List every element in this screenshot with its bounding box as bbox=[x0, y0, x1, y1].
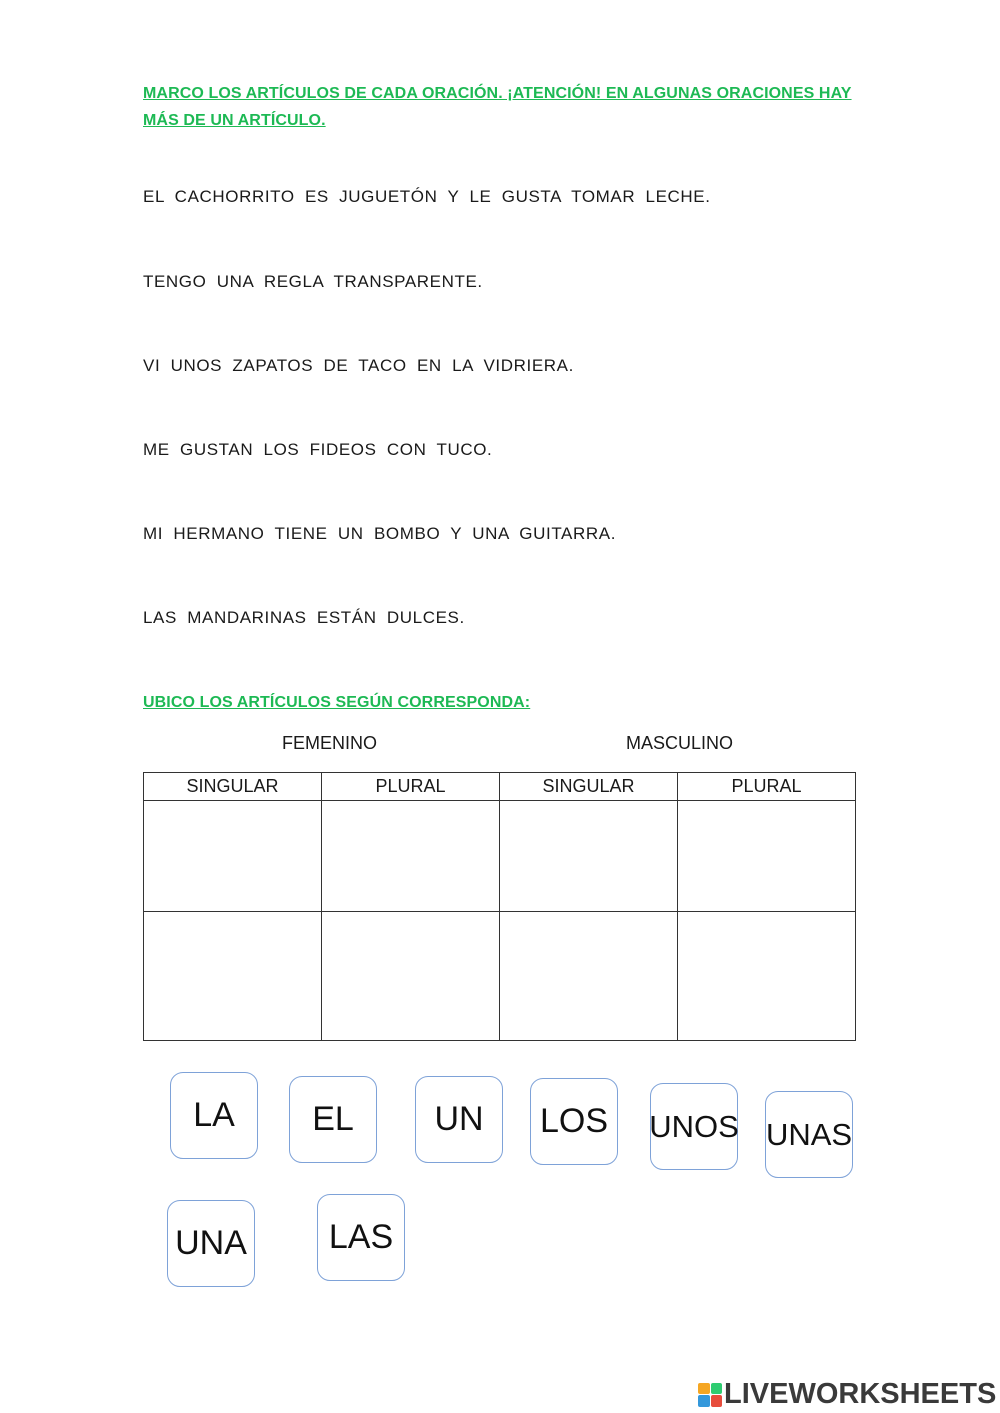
drop-cell-femenino-singular-2[interactable] bbox=[144, 912, 322, 1041]
word-card-unas[interactable]: UNAS bbox=[765, 1091, 853, 1178]
drop-cell-masculino-plural-2[interactable] bbox=[678, 912, 856, 1041]
classification-table bbox=[143, 772, 856, 1041]
drop-cell-femenino-plural-1[interactable] bbox=[322, 801, 500, 912]
word-card-las[interactable]: LAS bbox=[317, 1194, 405, 1281]
instruction-mark-articles: MARCO LOS ARTÍCULOS DE CADA ORACIÓN. ¡ATENCIÓN! EN ALGUNAS ORACIONES HAY MÁS DE UN ARTÍCULO. bbox=[143, 85, 852, 129]
sentence-3[interactable]: VI UNOS ZAPATOS DE TACO EN LA VIDRIERA. bbox=[143, 356, 574, 375]
group-masculino-label: MASCULINO bbox=[626, 733, 734, 753]
drop-cell-femenino-singular-1[interactable] bbox=[144, 801, 322, 912]
word-card-un[interactable]: UN bbox=[415, 1076, 503, 1163]
drop-cell-masculino-singular-2[interactable] bbox=[500, 912, 678, 1041]
word-card-unos[interactable]: UNOS bbox=[650, 1083, 738, 1170]
liveworksheets-logo-text: LIVEWORKSHEETS bbox=[724, 1378, 997, 1410]
sentence-1[interactable]: EL CACHORRITO ES JUGUETÓN Y LE GUSTA TOMAR LECHE. bbox=[143, 187, 711, 206]
sentence-6[interactable]: LAS MANDARINAS ESTÁN DULCES. bbox=[143, 608, 465, 627]
instruction-place-articles: UBICO LOS ARTÍCULOS SEGÚN CORRESPONDA: bbox=[143, 694, 531, 711]
group-femenino-label: FEMENINO bbox=[282, 733, 378, 753]
liveworksheets-logo-icon bbox=[698, 1383, 722, 1407]
header-femenino-plural: PLURAL bbox=[322, 773, 500, 801]
sentence-4[interactable]: ME GUSTAN LOS FIDEOS CON TUCO. bbox=[143, 440, 493, 459]
drop-cell-masculino-plural-1[interactable] bbox=[678, 801, 856, 912]
header-masculino-plural: PLURAL bbox=[678, 773, 856, 801]
header-femenino-singular: SINGULAR bbox=[144, 773, 322, 801]
word-card-el[interactable]: EL bbox=[289, 1076, 377, 1163]
liveworksheets-logo bbox=[698, 1378, 996, 1411]
header-masculino-singular: SINGULAR bbox=[500, 773, 678, 801]
drop-cell-femenino-plural-2[interactable] bbox=[322, 912, 500, 1041]
sentence-5[interactable]: MI HERMANO TIENE UN BOMBO Y UNA GUITARRA. bbox=[143, 524, 617, 543]
drop-cell-masculino-singular-1[interactable] bbox=[500, 801, 678, 912]
word-card-los[interactable]: LOS bbox=[530, 1078, 618, 1165]
word-card-la[interactable]: LA bbox=[170, 1072, 258, 1159]
word-card-una[interactable]: UNA bbox=[167, 1200, 255, 1287]
sentence-2[interactable]: TENGO UNA REGLA TRANSPARENTE. bbox=[143, 272, 483, 291]
